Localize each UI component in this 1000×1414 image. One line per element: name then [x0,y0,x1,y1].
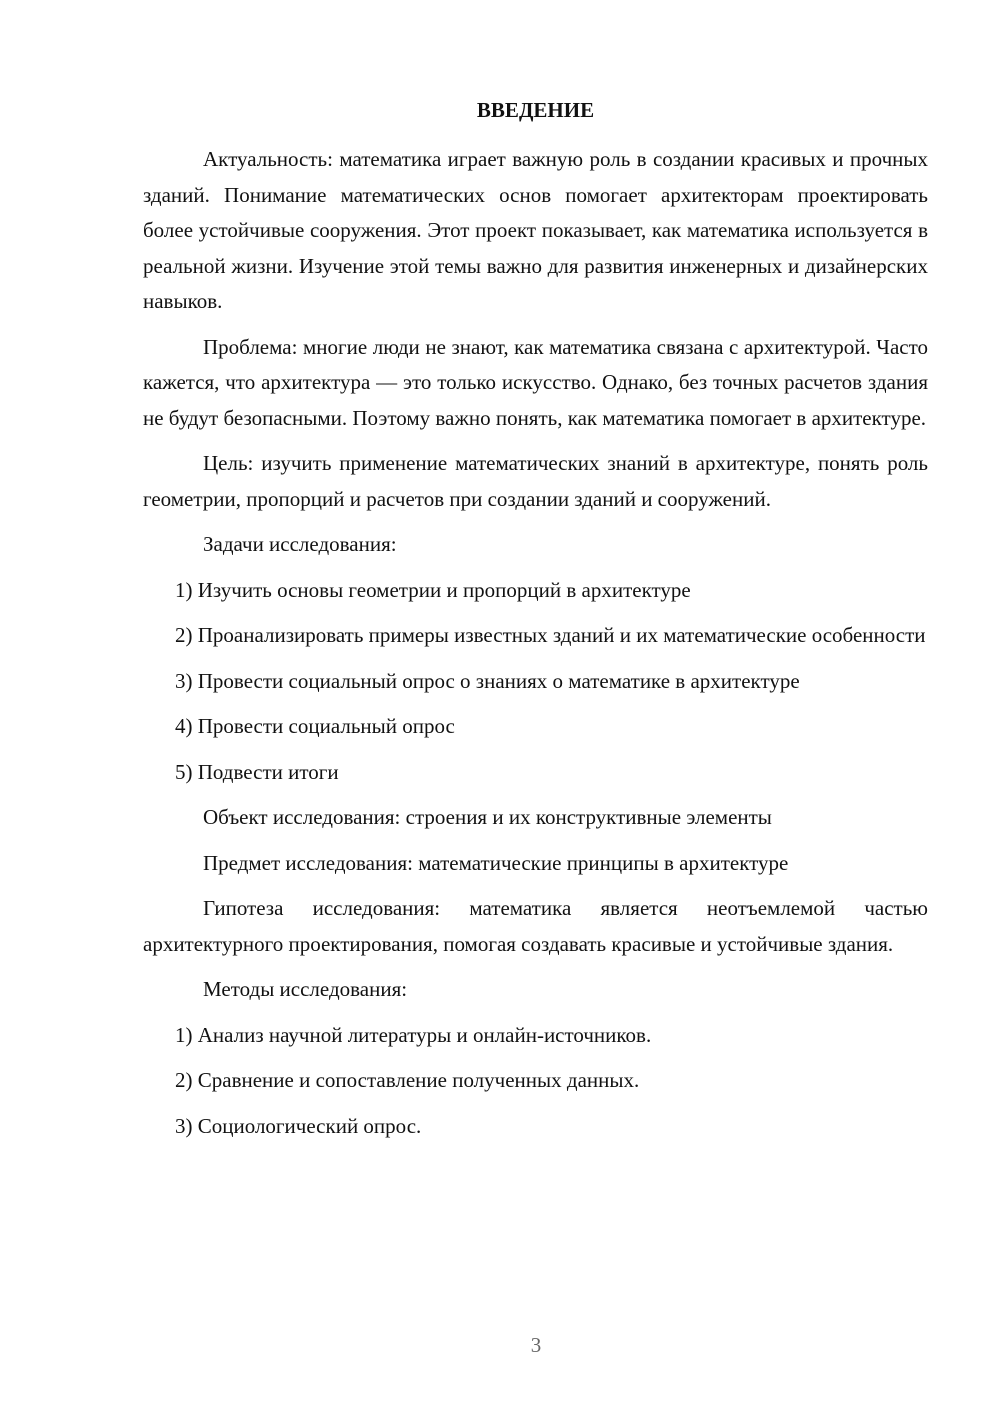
page-number: 3 [530,1333,542,1357]
method-item-3: 3) Социологический опрос. [175,1113,422,1138]
spacer [143,790,928,800]
method-item-1: 1) Анализ научной литературы и онлайн-источников. [175,1022,652,1047]
task-item-5: 5) Подвести итоги [175,759,339,784]
spacer [143,881,928,891]
spacer [143,608,928,618]
spacer [143,654,928,664]
relevance-paragraph: Актуальность: математика играет важную роль в создании красивых и прочных зданий. Понимание математических основ помогает архитекторам проектировать более устойчивые сооружения. Этот проект показывает, как математика используется в реальной жизни. Изучение этой темы важно для развития инженерных и дизайнерских навыков. [143,147,928,313]
task-item-2: 2) Проанализировать примеры известных зданий и их математические особенности [175,623,926,647]
tasks-title: Задачи исследования: [203,532,397,556]
spacer [143,836,928,846]
spacer [143,436,928,446]
object-line: Объект исследования: строения и их конструктивные элементы [203,805,772,829]
spacer [143,1099,928,1109]
spacer [143,320,928,330]
spacer [143,699,928,709]
task-item-1: 1) Изучить основы геометрии и пропорций в архитектуре [175,577,691,602]
task-item-3: 3) Провести социальный опрос о знаниях о математике в архитектуре [175,668,800,693]
spacer [143,1053,928,1063]
spacer [143,1008,928,1018]
method-item-2: 2) Сравнение и сопоставление полученных данных. [175,1068,640,1092]
subject-line: Предмет исследования: математические принципы в архитектуре [203,850,789,875]
spacer [143,962,928,972]
task-item-4: 4) Провести социальный опрос [175,714,455,738]
methods-title: Методы исследования: [203,977,408,1001]
spacer [143,517,928,527]
spacer [143,563,928,573]
spacer [143,745,928,755]
section-heading: ВВЕДЕНИЕ [476,98,595,122]
goal-paragraph: Цель: изучить применение математических знаний в архитектуре, понять роль геометрии, пропорций и расчетов при создании зданий и сооружений. [143,451,928,511]
hypothesis-paragraph: Гипотеза исследования: математика является неотъемлемой частью архитектурного проектирования, помогая создавать красивые и устойчивые здания. [143,896,928,956]
problem-paragraph: Проблема: многие люди не знают, как математика связана с архитектурой. Часто кажется, что архитектура — это только искусство. Однако, без точных расчетов здания не будут безопасными. Поэтому важно понять, как математика помогает в архитектуре. [143,334,928,430]
page-content [143,93,928,1144]
